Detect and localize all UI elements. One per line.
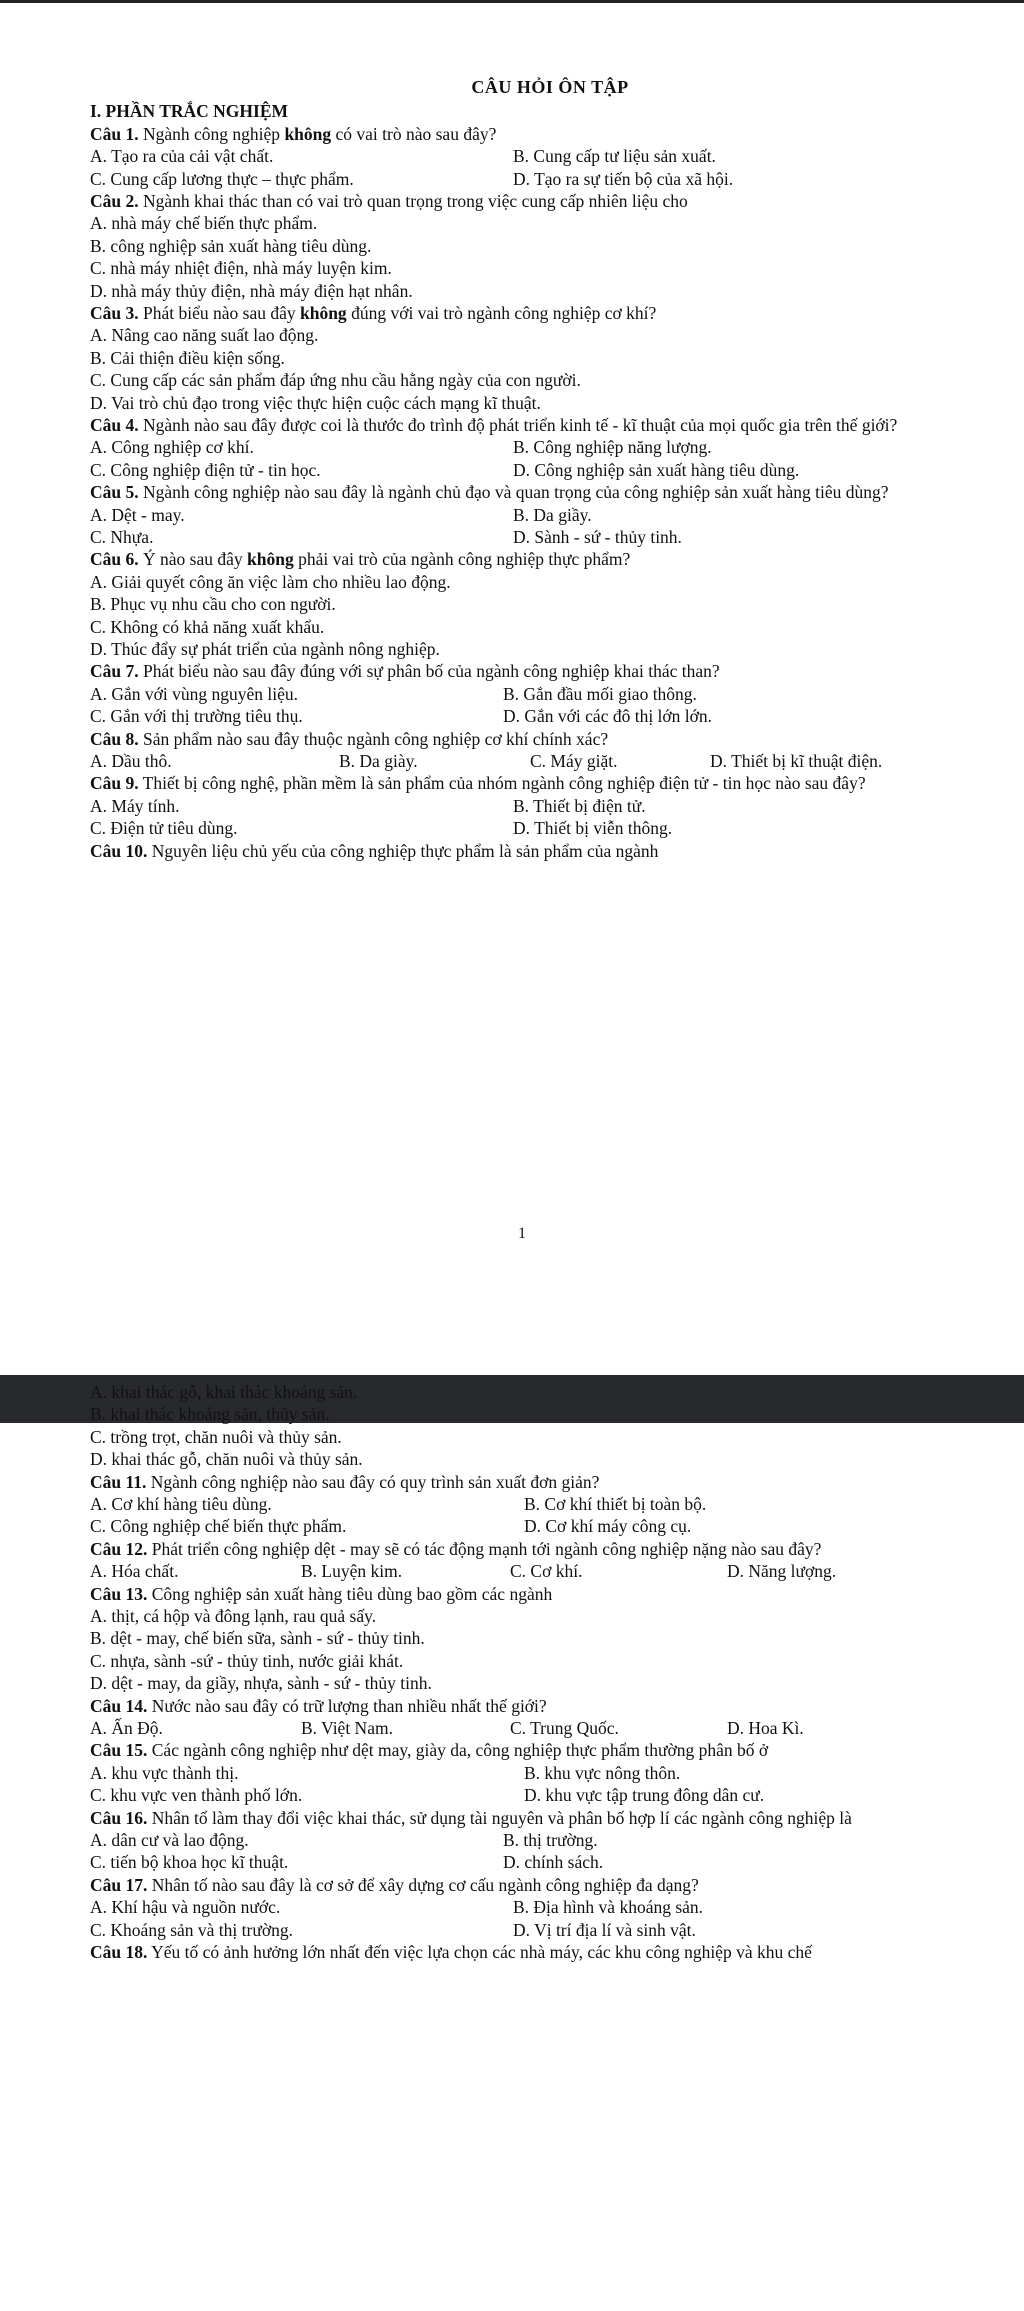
question-5: Câu 5. Ngành công nghiệp nào sau đây là ngành chủ đạo và quan trọng của công nghiệp sản xuất hàng tiêu dùng? — [90, 482, 889, 503]
option-c: C. nhà máy nhiệt điện, nhà máy luyện kim. — [90, 258, 392, 279]
options-row — [90, 683, 970, 705]
options-row — [90, 705, 970, 727]
option-c: C. trồng trọt, chăn nuôi và thủy sản. — [90, 1426, 342, 1447]
options-row — [90, 1717, 970, 1739]
option-d: D. Vai trò chủ đạo trong việc thực hiện cuộc cách mạng kĩ thuật. — [90, 392, 541, 413]
question-1: Câu 1. Ngành công nghiệp không có vai trò nào sau đây? — [90, 123, 497, 144]
option-a: A. Hóa chất. — [90, 1561, 179, 1582]
option-c: C. tiến bộ khoa học kĩ thuật. — [90, 1852, 289, 1873]
option-b: B. công nghiệp sản xuất hàng tiêu dùng. — [90, 235, 372, 256]
option-d: D. Thúc đẩy sự phát triển của ngành nông nghiệp. — [90, 639, 440, 660]
options-row — [90, 145, 970, 167]
option-b: B. Gắn đầu mối giao thông. — [503, 683, 697, 704]
option-d: D. Công nghiệp sản xuất hàng tiêu dùng. — [513, 459, 800, 480]
options-row — [90, 1762, 970, 1784]
question-16: Câu 16. Nhân tố làm thay đổi việc khai thác, sử dụng tài nguyên và phân bố hợp lí các ngành công nghiệp là — [90, 1807, 852, 1828]
option-c: C. khu vực ven thành phố lớn. — [90, 1785, 303, 1806]
option-b: B. Công nghiệp năng lượng. — [513, 437, 712, 458]
option-a: A. Dệt - may. — [90, 504, 185, 525]
options-row — [90, 436, 970, 458]
question-6: Câu 6. Ý nào sau đây không phải vai trò của ngành công nghiệp thực phẩm? — [90, 549, 631, 570]
options-row — [90, 504, 970, 526]
option-d: D. Vị trí địa lí và sinh vật. — [513, 1919, 696, 1940]
question-4: Câu 4. Ngành nào sau đây được coi là thước đo trình độ phát triển kinh tế - kĩ thuật của mọi quốc gia trên thế giới? — [90, 415, 898, 436]
question-13: Câu 13. Công nghiệp sản xuất hàng tiêu dùng bao gồm các ngành — [90, 1583, 553, 1604]
options-row — [90, 1493, 970, 1515]
option-c: C. Cung cấp các sản phẩm đáp ứng nhu cầu hằng ngày của con người. — [90, 370, 581, 391]
option-b: B. Cải thiện điều kiện sống. — [90, 347, 285, 368]
option-c: C. Cơ khí. — [510, 1561, 583, 1582]
question-3: Câu 3. Phát biểu nào sau đây không đúng với vai trò ngành công nghiệp cơ khí? — [90, 303, 657, 324]
option-b: B. Phục vụ nhu cầu cho con người. — [90, 594, 336, 615]
option-d: D. Thiết bị kĩ thuật điện. — [710, 751, 883, 772]
question-17: Câu 17. Nhân tố nào sau đây là cơ sở để xây dựng cơ cấu ngành công nghiệp đa dạng? — [90, 1874, 699, 1895]
options-row — [90, 817, 970, 839]
option-a: A. Gắn với vùng nguyên liệu. — [90, 683, 299, 704]
document-title: CÂU HỎI ÔN TẬP — [471, 77, 629, 97]
page-2-content — [90, 1381, 970, 1963]
options-row — [90, 750, 970, 772]
option-b: B. khai thác khoáng sản, thủy sản. — [90, 1404, 330, 1425]
option-a: A. khai thác gỗ, khai thác khoáng sản. — [90, 1382, 358, 1402]
question-12: Câu 12. Phát triển công nghiệp dệt - may sẽ có tác động mạnh tới ngành công nghiệp nặng nào sau đây? — [90, 1538, 822, 1559]
option-a: A. thịt, cá hộp và đông lạnh, rau quả sấy. — [90, 1606, 377, 1627]
option-c: C. Không có khả năng xuất khẩu. — [90, 616, 325, 637]
option-d: D. nhà máy thủy điện, nhà máy điện hạt nhân. — [90, 280, 413, 301]
question-18: Câu 18. Yếu tố có ảnh hưởng lớn nhất đến việc lựa chọn các nhà máy, các khu công nghiệp và khu chế — [90, 1942, 812, 1962]
option-d: D. Hoa Kì. — [727, 1718, 804, 1739]
option-c: C. Gắn với thị trường tiêu thụ. — [90, 706, 303, 727]
option-d: D. Cơ khí máy công cụ. — [524, 1516, 692, 1537]
option-d: D. Năng lượng. — [727, 1561, 837, 1582]
option-a: A. Ấn Độ. — [90, 1718, 163, 1739]
option-c: C. Điện tử tiêu dùng. — [90, 818, 238, 839]
option-c: C. Khoáng sản và thị trường. — [90, 1919, 293, 1940]
option-a: A. Cơ khí hàng tiêu dùng. — [90, 1494, 272, 1515]
option-c: C. Công nghiệp chế biến thực phẩm. — [90, 1516, 347, 1537]
question-10: Câu 10. Nguyên liệu chủ yếu của công nghiệp thực phẩm là sản phẩm của ngành — [90, 840, 659, 861]
question-7: Câu 7. Phát biểu nào sau đây đúng với sự phân bố của ngành công nghiệp khai thác than? — [90, 661, 720, 682]
option-a: A. Dầu thô. — [90, 751, 172, 772]
options-row — [90, 526, 970, 548]
options-row — [90, 1515, 970, 1537]
option-b: B. Da giầy. — [513, 504, 592, 525]
option-d: D. chính sách. — [503, 1852, 604, 1873]
option-a: A. dân cư và lao động. — [90, 1830, 249, 1851]
page-number: 1 — [518, 1225, 526, 1242]
question-11: Câu 11. Ngành công nghiệp nào sau đây có quy trình sản xuất đơn giản? — [90, 1471, 600, 1492]
option-d: D. Gắn với các đô thị lớn lớn. — [503, 706, 713, 727]
options-row — [90, 1829, 970, 1851]
options-row — [90, 1784, 970, 1806]
question-2: Câu 2. Ngành khai thác than có vai trò quan trọng trong việc cung cấp nhiên liệu cho — [90, 191, 688, 211]
options-row — [90, 168, 970, 190]
question-15: Câu 15. Các ngành công nghiệp như dệt may, giày da, công nghiệp thực phẩm thường phân bố ở — [90, 1740, 769, 1761]
option-b: B. khu vực nông thôn. — [524, 1762, 681, 1783]
option-c: C. Nhựa. — [90, 527, 154, 548]
option-d: D. khai thác gỗ, chăn nuôi và thủy sản. — [90, 1449, 363, 1470]
option-c: C. Máy giặt. — [530, 751, 618, 772]
option-d: D. Thiết bị viễn thông. — [513, 818, 673, 839]
question-8: Câu 8. Sản phẩm nào sau đây thuộc ngành công nghiệp cơ khí chính xác? — [90, 728, 609, 749]
page-1-content — [90, 76, 970, 862]
option-a: A. Tạo ra của cải vật chất. — [90, 146, 274, 167]
option-d: D. Tạo ra sự tiến bộ của xã hội. — [513, 168, 734, 189]
option-c: C. Trung Quốc. — [510, 1718, 619, 1739]
option-c: C. Công nghiệp điện tử - tin học. — [90, 459, 321, 480]
options-row — [90, 795, 970, 817]
question-9: Câu 9. Thiết bị công nghệ, phần mềm là sản phẩm của nhóm ngành công nghiệp điện tử - tin học nào sau đây? — [90, 773, 866, 794]
option-a: A. Giải quyết công ăn việc làm cho nhiều lao động. — [90, 571, 451, 592]
option-d: D. khu vực tập trung đông dân cư. — [524, 1785, 765, 1806]
option-c: C. Cung cấp lương thực – thực phẩm. — [90, 168, 354, 189]
section-heading: I. PHẦN TRẮC NGHIỆM — [90, 101, 289, 122]
top-border — [0, 0, 1024, 3]
option-a: A. Công nghiệp cơ khí. — [90, 437, 254, 458]
options-row — [90, 1560, 970, 1582]
options-row — [90, 1851, 970, 1873]
options-row — [90, 1919, 970, 1941]
option-b: B. thị trường. — [503, 1830, 598, 1851]
option-b: B. Cung cấp tư liệu sản xuất. — [513, 146, 716, 167]
document-page-2 — [0, 1382, 1024, 2311]
option-b: B. Luyện kim. — [301, 1561, 403, 1582]
option-b: B. Cơ khí thiết bị toàn bộ. — [524, 1494, 707, 1515]
option-b: B. Việt Nam. — [301, 1718, 393, 1739]
option-d: D. dệt - may, da giầy, nhựa, sành - sứ - thủy tinh. — [90, 1673, 432, 1694]
option-b: B. dệt - may, chế biến sữa, sành - sứ - thủy tinh. — [90, 1628, 425, 1649]
option-b: B. Da giày. — [339, 751, 418, 772]
options-row — [90, 1896, 970, 1918]
option-c: C. nhựa, sành -sứ - thủy tinh, nước giải khát. — [90, 1650, 404, 1671]
question-14: Câu 14. Nước nào sau đây có trữ lượng than nhiều nhất thế giới? — [90, 1695, 547, 1716]
option-a: A. Khí hậu và nguồn nước. — [90, 1897, 281, 1918]
option-a: A. Máy tính. — [90, 795, 180, 816]
options-row — [90, 459, 970, 481]
option-b: B. Thiết bị điện tử. — [513, 795, 646, 816]
option-a: A. nhà máy chế biến thực phẩm. — [90, 213, 318, 234]
option-d: D. Sành - sứ - thủy tinh. — [513, 527, 682, 548]
option-a: A. Nâng cao năng suất lao động. — [90, 325, 319, 346]
option-a: A. khu vực thành thị. — [90, 1762, 239, 1783]
option-b: B. Địa hình và khoáng sản. — [513, 1897, 704, 1918]
